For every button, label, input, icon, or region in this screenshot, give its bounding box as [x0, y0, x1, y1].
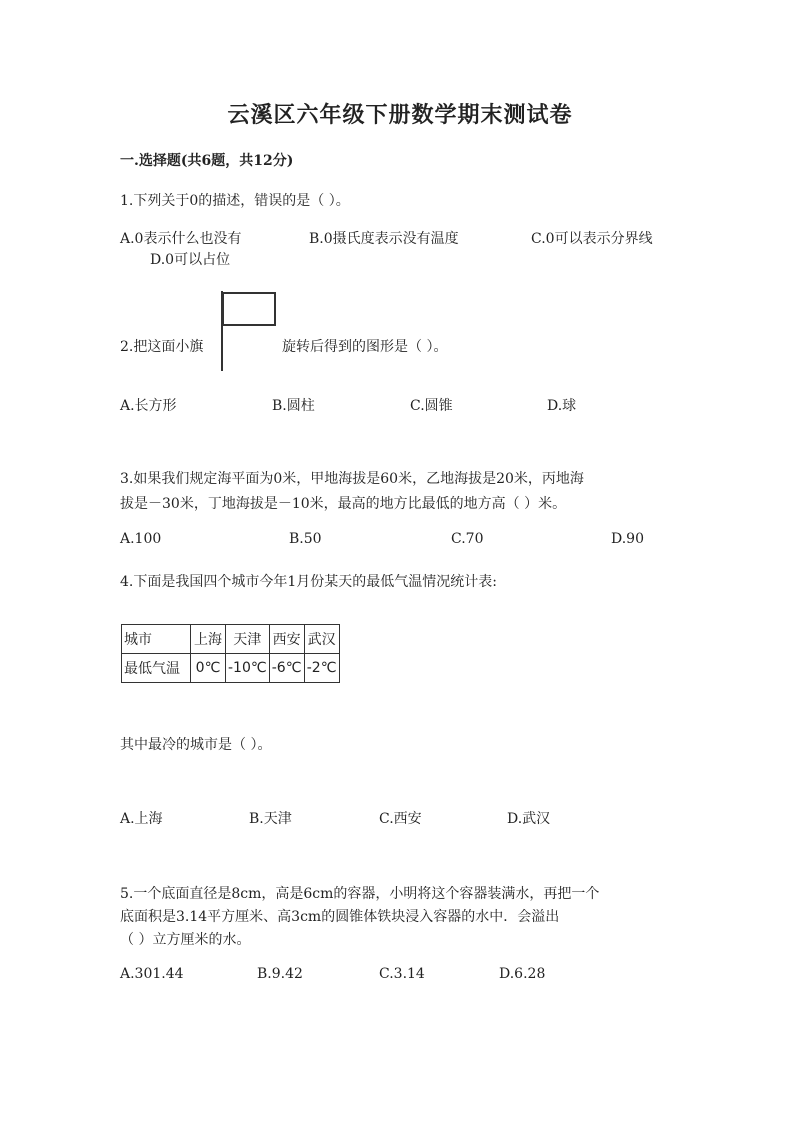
- question-2-stem-part2: 旋转后得到的图形是（ ）。: [282, 339, 448, 355]
- question-4-follow: 其中最冷的城市是（ ）。: [120, 737, 272, 753]
- section-heading: 一.选择题(共6题，共12分): [120, 153, 294, 169]
- flag-cloth: [222, 292, 276, 326]
- table-cell: 城市: [122, 625, 191, 654]
- table-cell: -6℃: [269, 654, 304, 683]
- question-5-stem-line2: 底面积是3.14平方厘米、高3cm的圆锥体铁块浸入容器的水中．会溢出: [120, 909, 560, 925]
- question-3-stem-line2: 拔是－30米，丁地海拔是－10米，最高的地方比最低的地方高（ ）米。: [120, 496, 567, 512]
- question-1-option-a: A.0表示什么也没有: [120, 231, 242, 247]
- question-5-option-d: D.6.28: [499, 966, 546, 982]
- table-cell: 西安: [269, 625, 304, 654]
- question-4-option-b: B.天津: [249, 811, 292, 827]
- table-cell: 最低气温: [122, 654, 191, 683]
- table-cell: -2℃: [304, 654, 339, 683]
- question-1-option-d: D.0可以占位: [150, 252, 231, 268]
- question-5-option-b: B.9.42: [257, 966, 303, 982]
- question-2-stem-part1: 2.把这面小旗: [120, 339, 204, 355]
- question-4-option-c: C.西安: [379, 811, 422, 827]
- question-2-option-d: D.球: [547, 398, 577, 414]
- table-row: [122, 625, 340, 654]
- question-4-stem: 4.下面是我国四个城市今年1月份某天的最低气温情况统计表:: [120, 574, 497, 590]
- question-4-option-a: A.上海: [120, 811, 163, 827]
- question-5-stem-line3: （ ）立方厘米的水。: [120, 932, 251, 948]
- question-2-option-a: A.长方形: [120, 398, 177, 414]
- temperature-table: [121, 624, 340, 683]
- question-1-option-b: B.0摄氏度表示没有温度: [309, 231, 459, 247]
- question-2-option-b: B.圆柱: [272, 398, 315, 414]
- table-cell: -10℃: [226, 654, 270, 683]
- question-3-stem-line1: 3.如果我们规定海平面为0米，甲地海拔是60米，乙地海拔是20米，丙地海: [120, 471, 584, 487]
- question-4-option-d: D.武汉: [507, 811, 551, 827]
- question-1-stem: 1.下列关于0的描述，错误的是（ ）。: [120, 193, 350, 209]
- table-cell: 0℃: [191, 654, 226, 683]
- table-cell: 天津: [226, 625, 270, 654]
- table-cell: 武汉: [304, 625, 339, 654]
- question-5-stem-line1: 5.一个底面直径是8cm，高是6cm的容器，小明将这个容器装满水，再把一个: [120, 886, 600, 902]
- question-3-option-d: D.90: [611, 531, 644, 547]
- page-title: 云溪区六年级下册数学期末测试卷: [227, 102, 573, 128]
- table-cell: 上海: [191, 625, 226, 654]
- question-5-option-a: A.301.44: [120, 966, 184, 982]
- table-row: [122, 654, 340, 683]
- question-3-option-a: A.100: [120, 531, 162, 547]
- question-2-option-c: C.圆锥: [410, 398, 453, 414]
- question-1-option-c: C.0可以表示分界线: [531, 231, 653, 247]
- question-3-option-b: B.50: [289, 531, 322, 547]
- question-3-option-c: C.70: [451, 531, 484, 547]
- question-5-option-c: C.3.14: [379, 966, 425, 982]
